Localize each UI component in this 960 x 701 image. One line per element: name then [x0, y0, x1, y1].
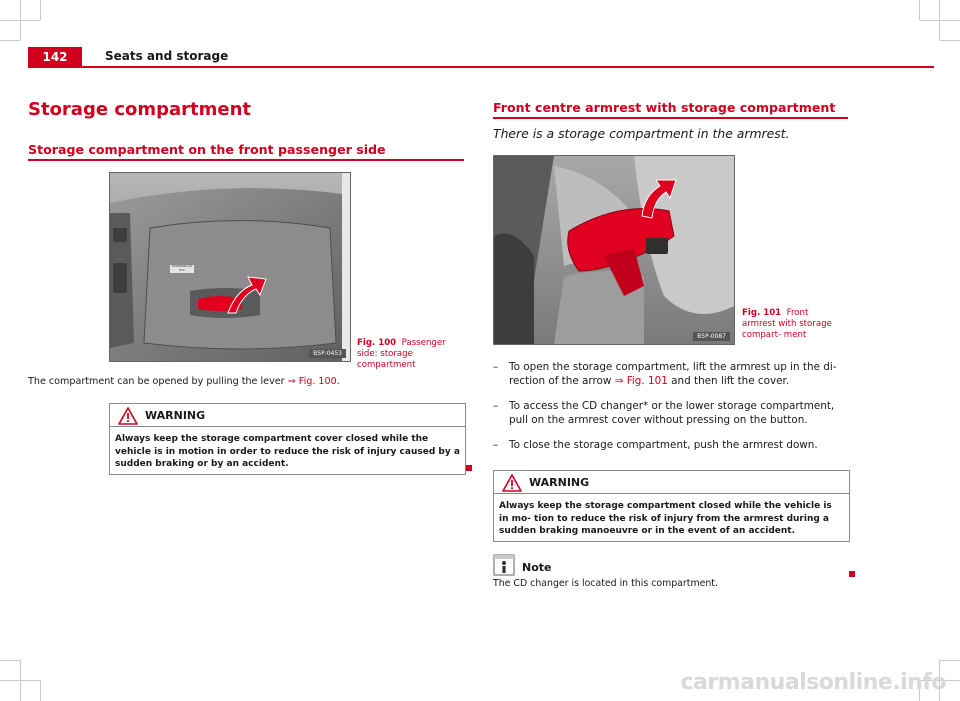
crop-mark	[940, 40, 960, 41]
note-icon	[493, 554, 515, 576]
right-heading-rule	[493, 117, 848, 119]
armrest-illustration	[494, 156, 734, 344]
crop-mark	[20, 660, 21, 701]
warning-header	[494, 471, 849, 494]
page-number: 142	[42, 50, 68, 64]
left-body-paragraph: The compartment can be opened by pulling the lever ⇒ Fig. 100.	[28, 376, 340, 387]
warning-text: Always keep the storage compartment cover closed while the vehicle is in motion in order to reduce the risk of injury caused by a sudden braking or by an accident.	[115, 434, 460, 469]
section-end-marker	[849, 571, 855, 577]
crop-mark	[919, 0, 920, 20]
section-end-marker	[466, 465, 472, 471]
dashboard-illustration	[110, 173, 350, 361]
warning-title: WARNING	[145, 409, 206, 422]
crop-mark	[920, 20, 960, 21]
crop-mark	[0, 40, 20, 41]
right-intro: There is a storage compartment in the armrest.	[493, 126, 790, 141]
left-subheading-rule	[28, 159, 464, 161]
note-text: The CD changer is located in this compartment.	[493, 578, 718, 589]
left-subheading: Storage compartment on the front passenger side	[28, 142, 386, 157]
warning-icon	[502, 474, 522, 492]
fig-100-link[interactable]: ⇒ Fig. 100	[287, 376, 337, 387]
step-1: – To open the storage compartment, lift the armrest up in the di- rection of the arrow ⇒ Fig. 101 and then lift the cover.	[493, 361, 837, 387]
figure-100-label: Fig. 100	[357, 338, 397, 348]
figure-100-image	[109, 172, 351, 362]
fig-101-link[interactable]: ⇒ Fig. 101	[614, 375, 668, 387]
figure-101-caption	[742, 308, 842, 341]
airbag-label: PASSENGER AIR BAG	[172, 265, 192, 272]
figure-100-caption	[357, 338, 465, 371]
header-rule	[28, 66, 934, 68]
warning-text: Always keep the storage compartment closed while the vehicle is in mo- tion to reduce the risk of injury from the armrest during a sudden braking manoeuvre or in the event of an accident.	[499, 501, 832, 536]
figure-101-caption-text: Front armrest with storage compart- ment	[742, 308, 832, 340]
warning-header	[110, 404, 465, 427]
crop-mark	[940, 660, 960, 661]
note-title: Note	[522, 561, 552, 574]
crop-mark	[40, 0, 41, 20]
figure-101-label: Fig. 101	[742, 308, 782, 318]
figure-100-caption-text: Passenger side: storage compartment	[357, 338, 446, 370]
crop-mark	[20, 0, 21, 40]
section-title: Seats and storage	[105, 49, 229, 63]
left-warning-box	[109, 403, 466, 475]
step-2: – To access the CD changer* or the lower storage compartment, pull on the armrest cover without pressing on the button.	[493, 400, 835, 426]
figure-code: B5P-0087	[693, 332, 730, 341]
watermark: carmanualsonline.info	[680, 670, 946, 695]
crop-mark	[0, 660, 20, 661]
crop-mark	[40, 680, 41, 701]
figure-101-image	[493, 155, 735, 345]
step-3: – To close the storage compartment, push the armrest down.	[493, 439, 818, 451]
warning-icon	[118, 407, 138, 425]
right-heading: Front centre armrest with storage compartment	[493, 100, 836, 115]
crop-mark	[939, 0, 940, 40]
warning-title: WARNING	[529, 476, 590, 489]
right-warning-box	[493, 470, 850, 542]
page-title: Storage compartment	[28, 99, 252, 120]
figure-code: B5P-0453	[309, 349, 346, 358]
